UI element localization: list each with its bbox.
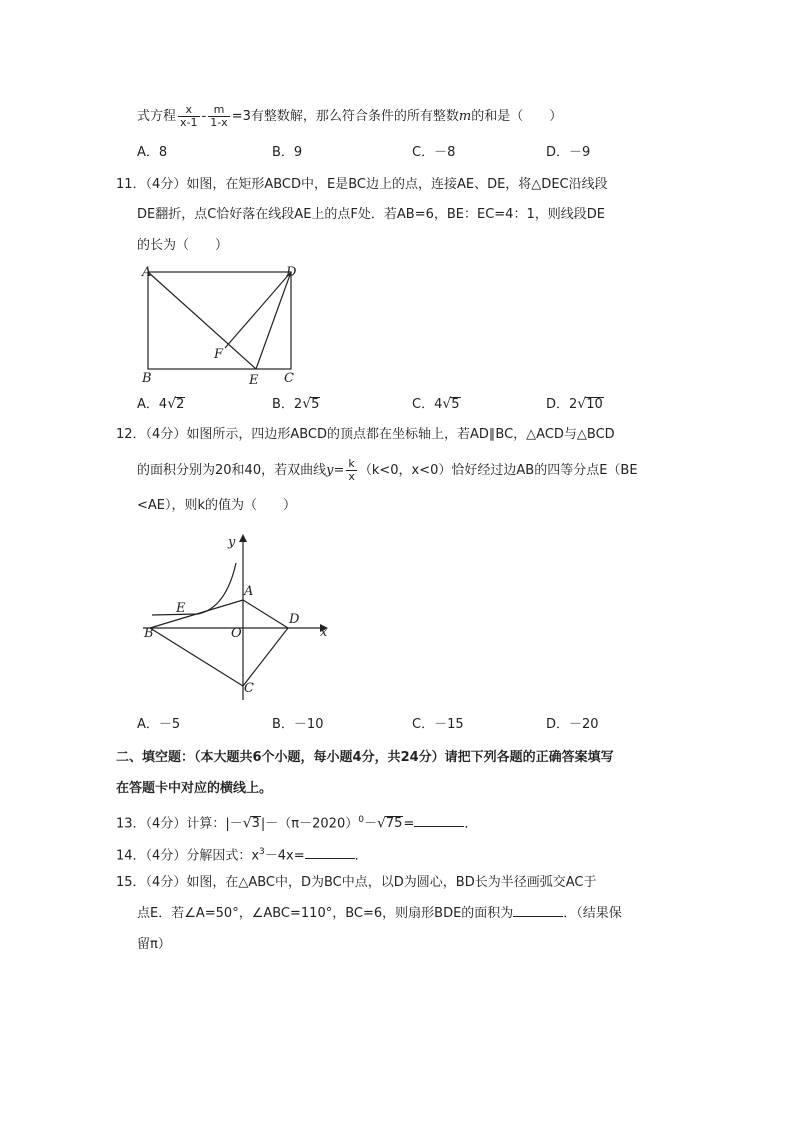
label-e: E xyxy=(249,373,259,388)
segment-de xyxy=(256,272,291,369)
q10-option-d: D．－9 xyxy=(546,145,591,160)
q12-line-2: 的面积分别为20和40，若双曲线y= $\frac{k}{x}$ （k<0，x<0）恰好经过边AB的四等分点E（BE xyxy=(137,457,638,483)
label-d: D xyxy=(286,265,297,280)
q15-answer-blank[interactable] xyxy=(513,904,563,917)
q13-answer-blank[interactable] xyxy=(414,814,464,827)
q10-stem: 式方程 $\frac{x}{x-1}$ - $\frac{m}{1-x}$ =3有整数解，那么符合条件的所有整数m的和是（ ） xyxy=(137,103,563,129)
q10-fraction-2: $\frac{m}{1-x}$ xyxy=(210,103,228,129)
segment-dc xyxy=(243,628,288,686)
segment-cb xyxy=(150,628,243,686)
label-f: F xyxy=(214,347,224,362)
q14: 14．（4分）分解因式：$x^3-4x=$ ． xyxy=(116,847,368,864)
hyperbola-curve xyxy=(152,563,236,615)
label-y: y xyxy=(228,535,236,550)
q11-line-1: 11．（4分）如图，在矩形ABCD中，E是BC边上的点，连接AE、DE，将△DEC沿线段 xyxy=(116,177,608,192)
q10-option-b: B．9 xyxy=(272,145,303,160)
y-axis-arrow-icon xyxy=(239,534,247,542)
q12-option-c: C．－15 xyxy=(412,717,464,732)
segment-ad xyxy=(243,600,288,628)
label-a: A xyxy=(142,265,152,280)
q10-option-a: A．8 xyxy=(137,145,168,160)
label-d: D xyxy=(289,612,300,627)
label-a: A xyxy=(244,584,254,599)
q11-option-c: C．4√5 xyxy=(412,396,460,412)
q11-option-d: D．2√10 xyxy=(546,396,603,412)
section-2-heading-line-1: 二、填空题：（本大题共6个小题，每小题4分，共24分）请把下列各题的正确答案填写 xyxy=(116,750,614,765)
label-b: B xyxy=(144,626,154,641)
label-o: O xyxy=(231,626,242,641)
q12-option-b: B．－10 xyxy=(272,717,324,732)
q15-line-1: 15．（4分）如图，在△ABC中，D为BC中点，以D为圆心，BD长为半径画弧交AC于 xyxy=(116,875,597,890)
q12-line-3: <AE），则k的值为（ ） xyxy=(137,498,297,513)
q15-line-3: 留π） xyxy=(137,937,171,952)
q12-fraction: $\frac{k}{x}$ xyxy=(348,457,355,483)
q11-option-a: A．4√2 xyxy=(137,396,185,412)
segment-ae xyxy=(148,272,256,369)
q11-option-b: B．2√5 xyxy=(272,396,320,412)
q14-answer-blank[interactable] xyxy=(305,846,355,859)
q11-figure xyxy=(138,262,308,390)
q10-option-c: C．－8 xyxy=(412,145,456,160)
q15-line-2: 点E．若∠A=50°，∠ABC=110°，BC=6，则扇形BDE的面积为 ．（结果保 xyxy=(137,906,622,921)
label-e: E xyxy=(176,601,186,616)
label-c: C xyxy=(284,371,294,386)
q12-option-d: D．－20 xyxy=(546,717,599,732)
segment-df xyxy=(225,272,291,348)
section-2-heading-line-2: 在答题卡中对应的横线上。 xyxy=(116,781,273,796)
q11-line-2: DE翻折，点C恰好落在线段AE上的点F处．若AB=6，BE：EC=4：1，则线段DE xyxy=(137,207,605,222)
q10-fraction-1: $\frac{x}{x-1}$ xyxy=(180,103,198,129)
label-x: x xyxy=(320,625,328,640)
q12-option-a: A．－5 xyxy=(137,717,181,732)
q12-figure xyxy=(138,528,338,704)
q13: 13．（4分）计算：$|-√3|-(\pi-2020)^0-√75=$ ． xyxy=(116,815,478,832)
label-c: C xyxy=(244,681,254,696)
q11-line-3: 的长为（ ） xyxy=(137,238,229,253)
q12-line-1: 12．（4分）如图所示，四边形ABCD的顶点都在坐标轴上，若AD∥BC，△ACD与△BCD xyxy=(116,427,615,442)
label-b: B xyxy=(142,371,152,386)
